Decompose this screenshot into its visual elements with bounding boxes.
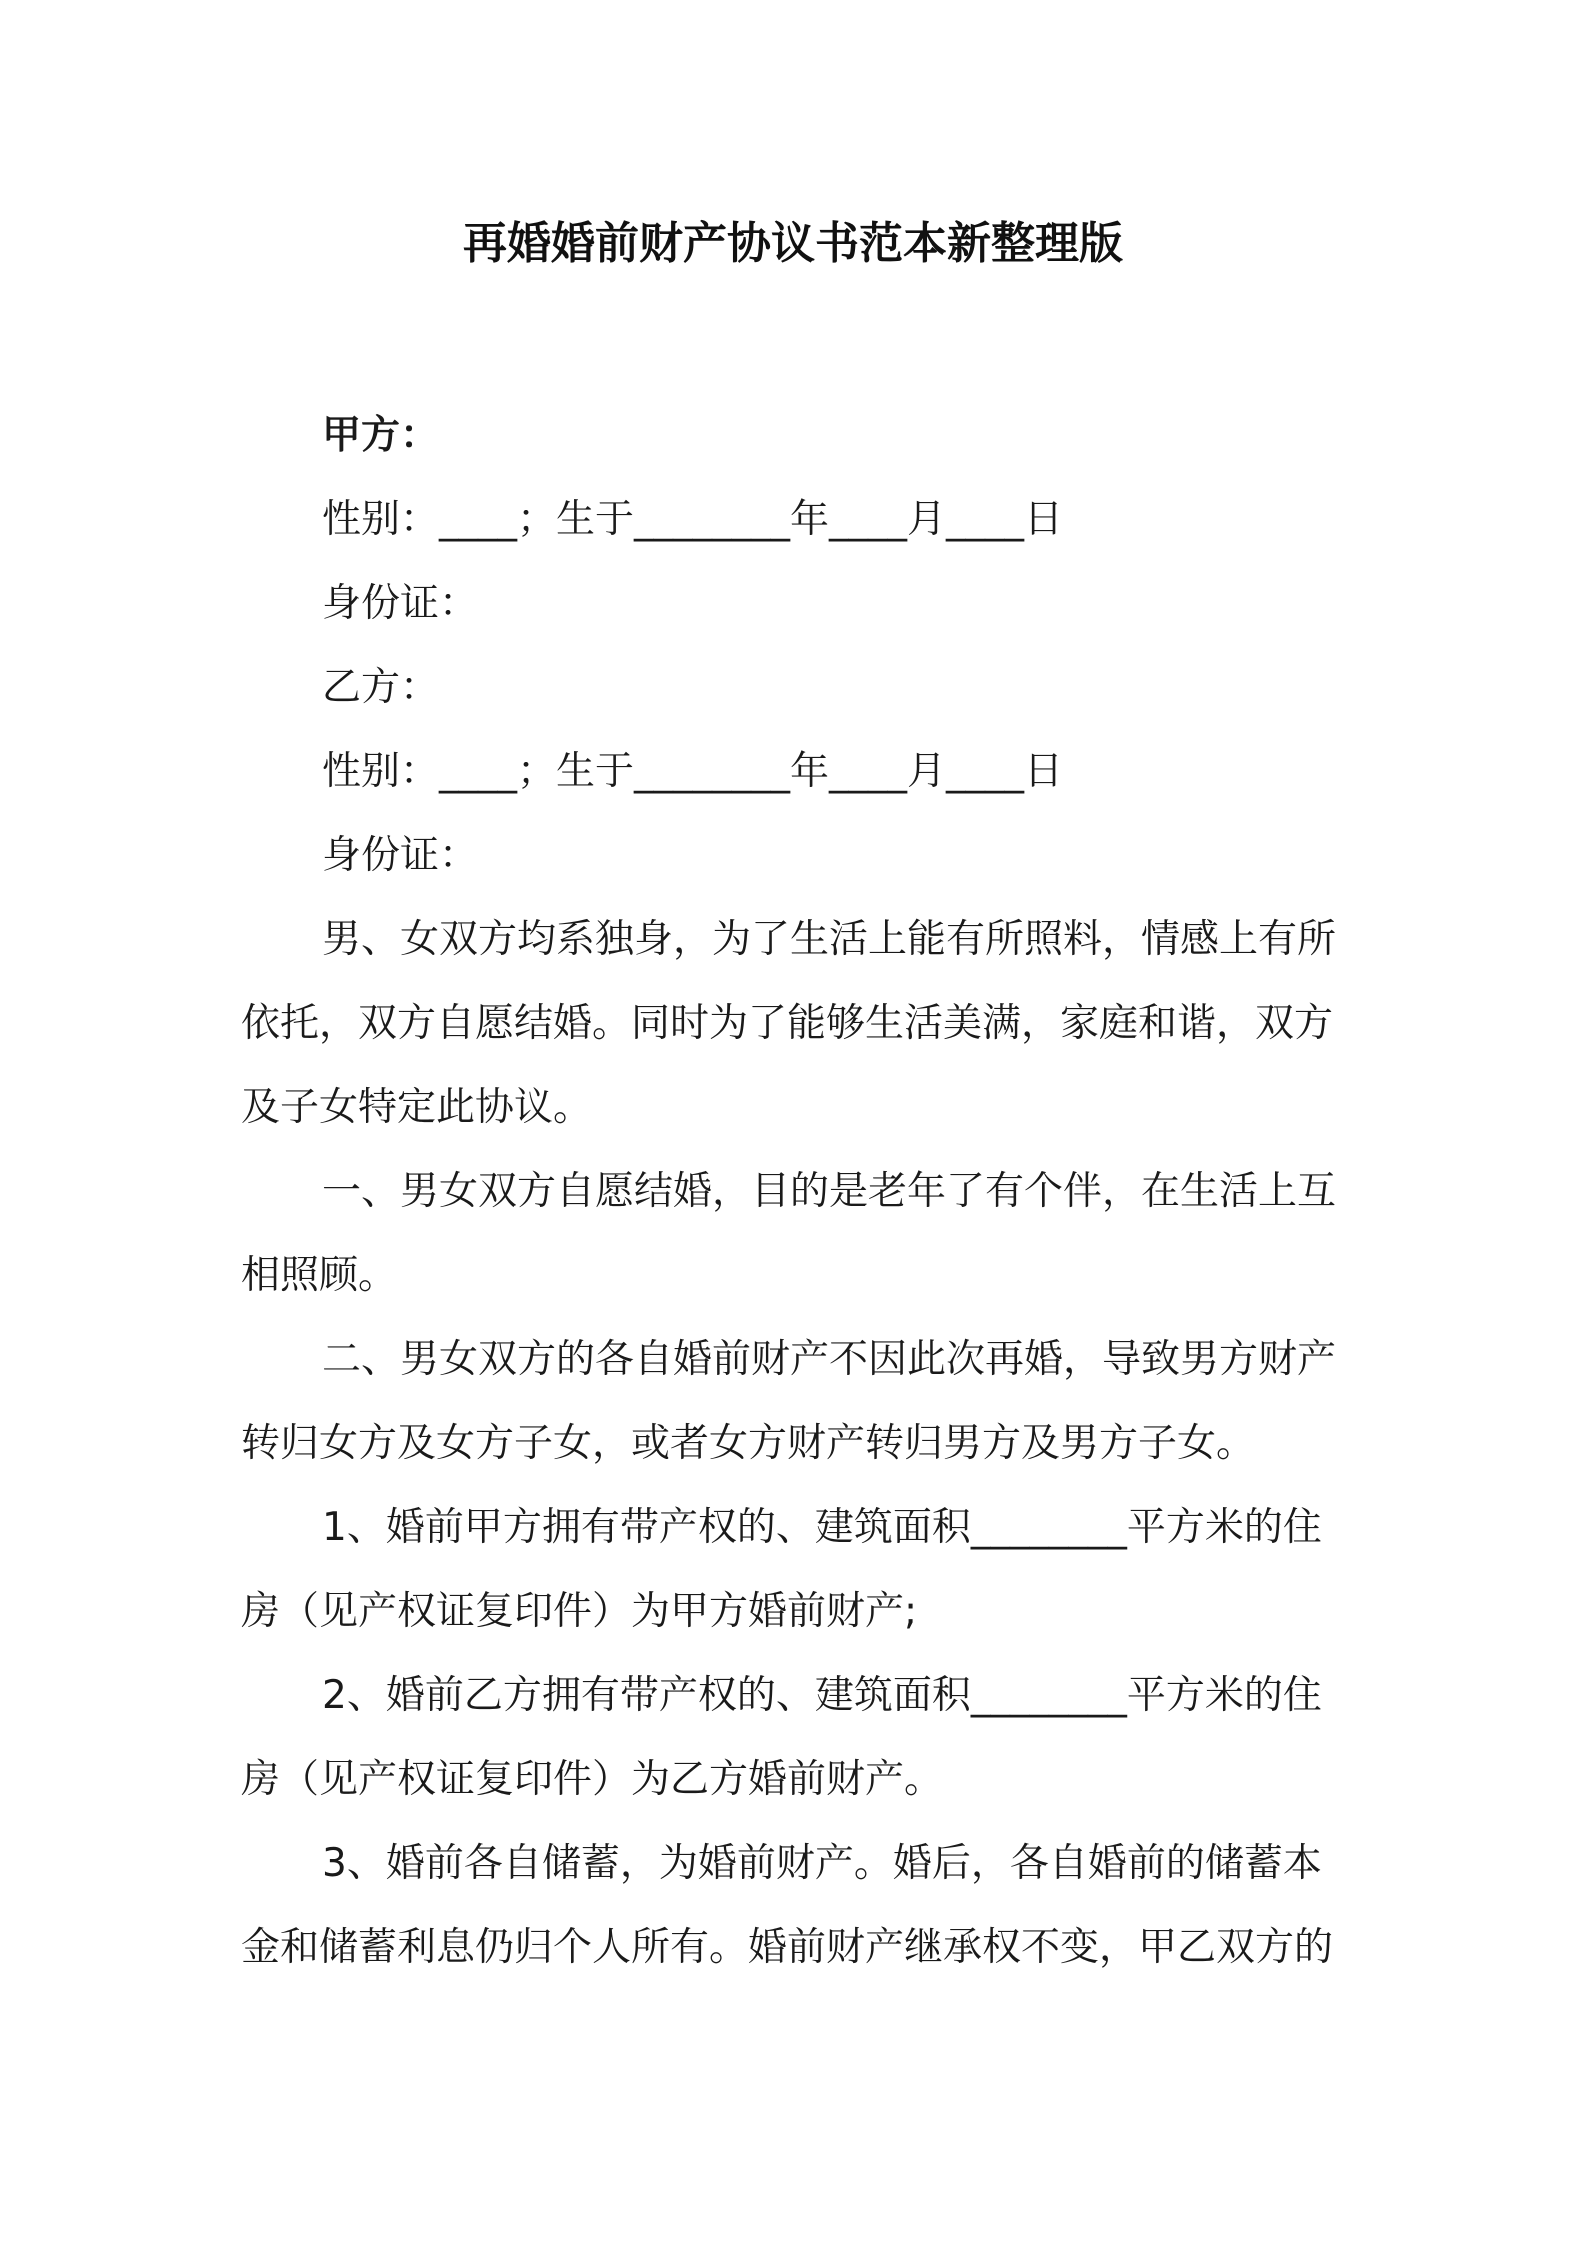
item-2-line: 房（见产权证复印件）为乙方婚前财产。	[241, 1757, 944, 1802]
preamble-line: 依托，双方自愿结婚。同时为了能够生活美满，家庭和谐，双方	[241, 1001, 1334, 1046]
party-b-gender-birth-line: 性别：____；生于________年____月____日	[322, 749, 1064, 794]
clause-1-line: 一、男女双方自愿结婚，目的是老年了有个伴，在生活上互	[322, 1169, 1337, 1214]
party-a-id-label: 身份证：	[322, 581, 479, 626]
preamble-line: 及子女特定此协议。	[241, 1085, 593, 1130]
clause-1-line: 相照顾。	[241, 1253, 398, 1298]
clause-2-line: 二、男女双方的各自婚前财产不因此次再婚，导致男方财产	[322, 1337, 1337, 1382]
item-1-line: 房（见产权证复印件）为甲方婚前财产;	[241, 1589, 918, 1634]
party-b-label: 乙方：	[322, 665, 440, 710]
document-title: 再婚婚前财产协议书范本新整理版	[463, 218, 1123, 269]
item-1-line: 1、婚前甲方拥有带产权的、建筑面积________平方米的住	[322, 1505, 1322, 1550]
item-2-line: 2、婚前乙方拥有带产权的、建筑面积________平方米的住	[322, 1673, 1322, 1718]
item-3-line: 3、婚前各自储蓄，为婚前财产。婚后，各自婚前的储蓄本	[322, 1841, 1322, 1886]
party-a-label: 甲方：	[322, 413, 440, 458]
preamble-line: 男、女双方均系独身，为了生活上能有所照料，情感上有所	[322, 917, 1337, 962]
item-3-line: 金和储蓄利息仍归个人所有。婚前财产继承权不变，甲乙双方的	[241, 1925, 1334, 1970]
clause-2-line: 转归女方及女方子女，或者女方财产转归男方及男方子女。	[241, 1421, 1256, 1466]
party-a-gender-birth-line: 性别：____；生于________年____月____日	[322, 497, 1064, 542]
party-b-id-label: 身份证：	[322, 833, 479, 878]
